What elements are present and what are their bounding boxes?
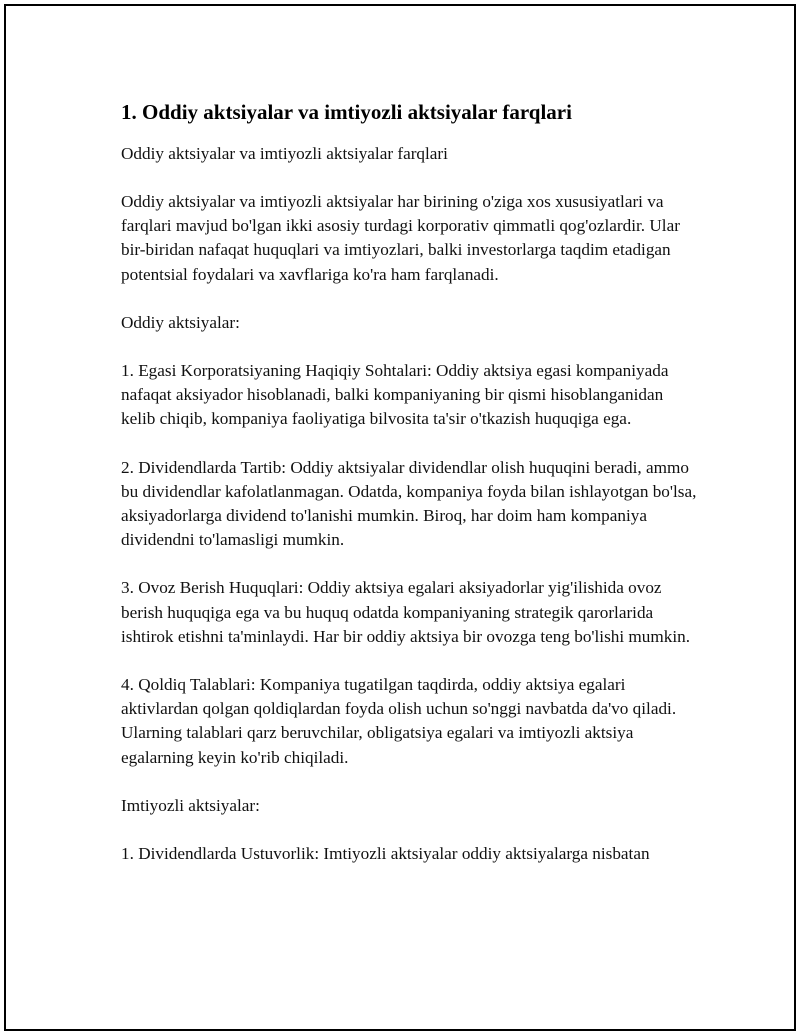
document-subtitle: Oddiy aktsiyalar va imtiyozli aktsiyalar farqlari bbox=[121, 144, 448, 163]
document-body bbox=[121, 98, 701, 866]
common-item-4: 4. Qoldiq Talablari: Kompaniya tugatilgan taqdirda, oddiy aktsiya egalari aktivlardan qolgan qoldiqlardan foyda olish uchun so'nggi navbatda da'vo qiladi. Ularning talablari qarz beruvchilar, obligatsiya egalari va imtiyozli aktsiya egalarning keyin ko'rib chiqiladi. bbox=[121, 675, 677, 767]
common-item-2: 2. Dividendlarda Tartib: Oddiy aktsiyalar dividendlar olish huquqini beradi, ammo bu dividendlar kafolatlanmagan. Odatda, kompaniya foyda bilan ishlayotgan bo'lsa, aksiyadorlarga dividend to'lanishi mumkin. Biroq, har doim ham kompaniya dividendni to'lamasligi mumkin. bbox=[121, 457, 697, 550]
page-frame bbox=[4, 4, 796, 1031]
preferred-stocks-heading: Imtiyozli aktsiyalar: bbox=[121, 795, 260, 815]
common-item-3: 3. Ovoz Berish Huquqlari: Oddiy aktsiya egalari aksiyadorlar yig'ilishida ovoz berish huquqiga ega va bu huquq odatda kompaniyaning strategik qarorlarida ishtirok etishni ta'minlaydi. Har bir oddiy aktsiya bir ovozga teng bo'lishi mumkin. bbox=[121, 578, 691, 646]
common-item-1: 1. Egasi Korporatsiyaning Haqiqiy Sohtalari: Oddiy aktsiya egasi kompaniyada nafaqat aksiyador hisoblanadi, balki kompaniyaning bir qismi hisoblanganidan kelib chiqib, kompaniya faoliyatiga bilvosita ta'sir o'tkazish huquqiga ega. bbox=[121, 361, 669, 429]
document-title: 1. Oddiy aktsiyalar va imtiyozli aktsiyalar farqlari bbox=[121, 100, 572, 124]
preferred-item-1: 1. Dividendlarda Ustuvorlik: Imtiyozli aktsiyalar oddiy aktsiyalarga nisbatan bbox=[121, 844, 650, 864]
intro-paragraph: Oddiy aktsiyalar va imtiyozli aktsiyalar har birining o'ziga xos xususiyatlari va farqlari mavjud bo'lgan ikki asosiy turdagi korporativ qimmatli qog'ozlardir. Ular bir-biridan nafaqat huquqlari va imtiyozlari, balki investorlarga taqdim etadigan potentsial foydalari va xavflariga ko'ra ham farqlanadi. bbox=[121, 192, 680, 284]
common-stocks-heading: Oddiy aktsiyalar: bbox=[121, 312, 240, 332]
